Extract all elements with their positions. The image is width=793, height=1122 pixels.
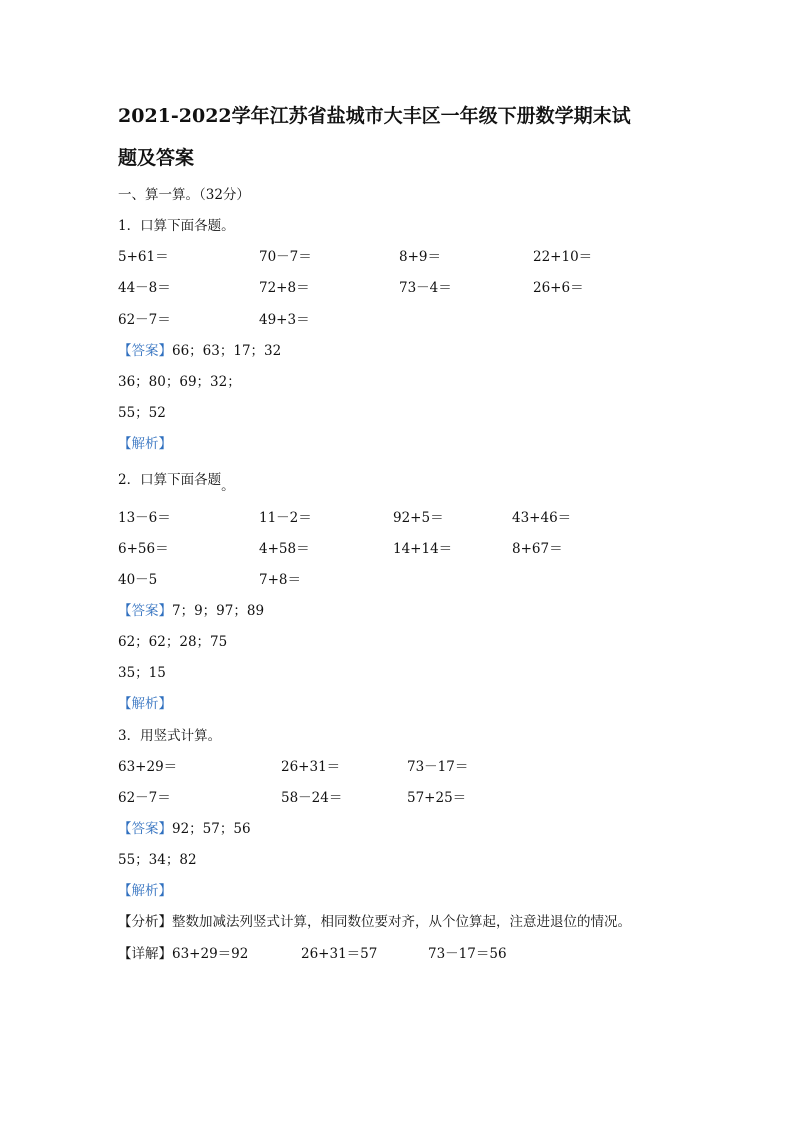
document-title-line-2: 题及答案 [118, 147, 195, 169]
q2-answer [118, 602, 264, 620]
q2-problem: 92+5＝ [393, 510, 444, 526]
q3-problem: 73－17＝ [407, 759, 469, 775]
q2-problem: 6+56＝ [118, 541, 169, 557]
q3-problem: 62－7＝ [118, 790, 171, 806]
q2-problem: 4+58＝ [259, 541, 310, 557]
q1-problem: 49+3＝ [259, 312, 310, 328]
q1-problem: 44－8＝ [118, 280, 171, 296]
q2-problem: 13－6＝ [118, 510, 171, 526]
q1-problem: 72+8＝ [259, 280, 310, 296]
q1-answer-line: 55；52 [118, 405, 166, 421]
answer-text: 7；9；97；89 [172, 603, 265, 619]
q1-problem: 5+61＝ [118, 249, 169, 265]
q1-problem: 22+10＝ [533, 249, 593, 265]
q1-problem: 62－7＝ [118, 312, 171, 328]
q1-heading: 1．口算下面各题。 [118, 218, 235, 234]
q2-analysis-tag: 【解析】 [118, 696, 172, 712]
q3-answer-line: 55；34；82 [118, 852, 197, 868]
q3-problem: 63+29＝ [118, 759, 178, 775]
answer-tag: 【答案】 [118, 821, 172, 837]
q3-problem: 26+31＝ [281, 759, 341, 775]
q1-analysis-tag: 【解析】 [118, 436, 172, 452]
xiangjie-item: 73－17＝56 [428, 946, 507, 962]
section-heading: 一、算一算。（32分） [118, 187, 250, 203]
q2-problem: 7+8＝ [259, 572, 301, 588]
xiangjie-item: 63+29＝92 [172, 946, 249, 962]
q1-problem: 26+6＝ [533, 280, 584, 296]
q2-heading [118, 471, 235, 494]
fenxi-text: 整数加减法列竖式计算，相同数位要对齐，从个位算起，注意进退位的情况。 [172, 914, 631, 930]
answer-tag: 【答案】 [118, 603, 172, 619]
q2-answer-line: 62；62；28；75 [118, 634, 228, 650]
q3-analysis-tag: 【解析】 [118, 883, 172, 899]
q2-problem: 43+46＝ [512, 510, 572, 526]
fenxi-tag: 【分析】 [118, 914, 172, 930]
q2-answer-line: 35；15 [118, 665, 166, 681]
q3-fenxi [118, 913, 631, 931]
answer-tag: 【答案】 [118, 343, 172, 359]
q3-answer [118, 820, 251, 838]
q2-problem: 8+67＝ [512, 541, 563, 557]
answer-text: 66；63；17；32 [172, 343, 282, 359]
q2-heading-mark: 。 [221, 478, 235, 494]
q1-answer [118, 342, 281, 360]
q3-problem: 57+25＝ [407, 790, 467, 806]
q2-problem: 11－2＝ [259, 510, 312, 526]
q1-problem: 70－7＝ [259, 249, 312, 265]
document-title-line-1: 2021-2022学年江苏省盐城市大丰区一年级下册数学期末试 [118, 105, 631, 127]
xiangjie-tag: 【详解】 [118, 946, 172, 962]
xiangjie-item: 26+31＝57 [301, 946, 378, 962]
q2-heading-text: 2．口算下面各题 [118, 472, 222, 488]
q1-problem: 8+9＝ [399, 249, 441, 265]
q1-problem: 73－4＝ [399, 280, 452, 296]
q2-problem: 14+14＝ [393, 541, 453, 557]
answer-text: 92；57；56 [172, 821, 251, 837]
q2-problem: 40－5 [118, 572, 158, 588]
q3-xiangjie [118, 945, 248, 963]
q3-heading: 3．用竖式计算。 [118, 728, 222, 744]
q3-problem: 58－24＝ [281, 790, 343, 806]
q1-answer-line: 36；80；69；32； [118, 374, 241, 390]
